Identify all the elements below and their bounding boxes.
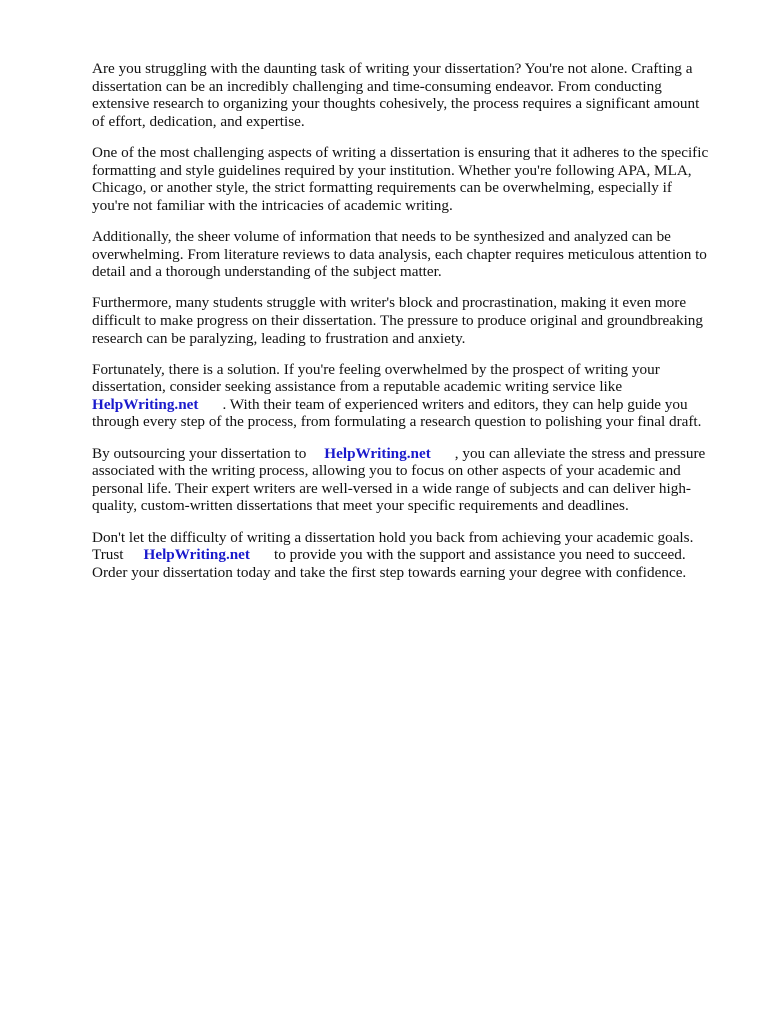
text-fragment: , you can alleviate the stress and pressure xyxy=(454,444,706,462)
paragraph-closing xyxy=(92,529,728,582)
paragraph-intro xyxy=(92,60,728,130)
text-line: Don't let the difficulty of writing a dissertation hold you back from achieving your academic goals. xyxy=(92,528,694,546)
paragraph-outsourcing xyxy=(92,445,728,515)
text-line: Chicago, or another style, the strict formatting requirements can be overwhelming, especially if xyxy=(92,179,672,197)
document-body xyxy=(92,60,728,595)
text-line: associated with the writing process, allowing you to focus on other aspects of your academic and xyxy=(92,462,681,480)
text-line: through every step of the process, from formulating a research question to polishing your final draft. xyxy=(92,413,702,431)
text-line: Furthermore, many students struggle with writer's block and procrastination, making it even more xyxy=(92,294,687,312)
text-fragment: . With their team of experienced writers and editors, they can help guide you xyxy=(222,395,688,413)
text-line: dissertation can be an incredibly challenging and time-consuming endeavor. From conducting xyxy=(92,77,662,95)
text-line: personal life. Their expert writers are well-versed in a wide range of subjects and can deliver high- xyxy=(92,479,691,497)
text-line xyxy=(92,445,728,463)
text-line: Fortunately, there is a solution. If you're feeling overwhelmed by the prospect of writing your xyxy=(92,360,660,378)
text-fragment: By outsourcing your dissertation to xyxy=(92,444,307,462)
helpwriting-link[interactable]: HelpWriting.net xyxy=(143,546,250,564)
text-line: detail and a thorough understanding of the subject matter. xyxy=(92,263,442,281)
text-line: difficult to make progress on their dissertation. The pressure to produce original and groundbreaking xyxy=(92,311,703,329)
text-line: research can be paralyzing, leading to frustration and anxiety. xyxy=(92,329,466,347)
text-line: of effort, dedication, and expertise. xyxy=(92,112,305,130)
text-line: formatting and style guidelines required by your institution. Whether you're following APA, MLA, xyxy=(92,161,692,179)
helpwriting-link[interactable]: HelpWriting.net xyxy=(324,444,431,462)
paragraph-solution xyxy=(92,361,728,431)
text-fragment: Trust xyxy=(92,546,124,564)
text-line xyxy=(92,396,728,414)
text-line xyxy=(92,546,728,564)
text-line: Order your dissertation today and take the first step towards earning your degree with confidence. xyxy=(92,563,687,581)
text-line: you're not familiar with the intricacies of academic writing. xyxy=(92,196,453,214)
text-line: Additionally, the sheer volume of information that needs to be synthesized and analyzed can be xyxy=(92,227,671,245)
text-line: overwhelming. From literature reviews to data analysis, each chapter requires meticulous attention to xyxy=(92,245,707,263)
paragraph-volume xyxy=(92,228,728,281)
text-line: quality, custom-written dissertations that meet your specific requirements and deadlines. xyxy=(92,497,629,515)
text-line: extensive research to organizing your thoughts cohesively, the process requires a significant amount xyxy=(92,95,700,113)
text-line: Are you struggling with the daunting task of writing your dissertation? You're not alone. Crafting a xyxy=(92,60,693,77)
paragraph-writers-block xyxy=(92,294,728,347)
text-fragment: to provide you with the support and assistance you need to succeed. xyxy=(274,546,686,564)
helpwriting-link[interactable]: HelpWriting.net xyxy=(92,395,199,413)
text-line: dissertation, consider seeking assistance from a reputable academic writing service like xyxy=(92,378,623,396)
paragraph-formatting xyxy=(92,144,728,214)
text-line: One of the most challenging aspects of writing a dissertation is ensuring that it adheres to the specific xyxy=(92,143,709,161)
